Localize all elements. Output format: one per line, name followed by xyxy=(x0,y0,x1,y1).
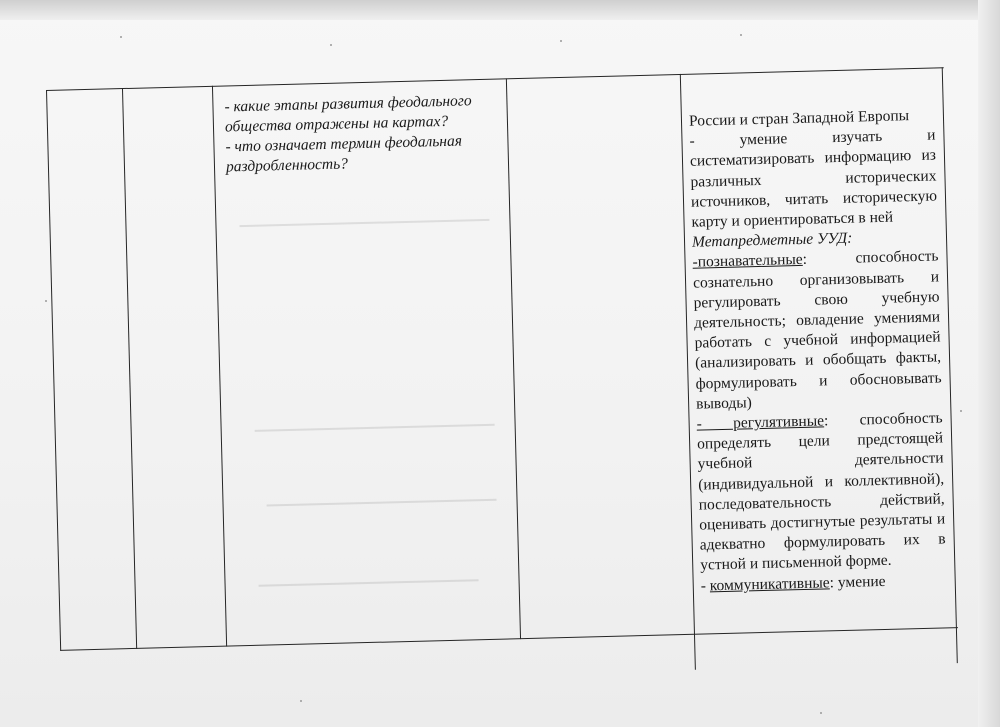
scan-shadow-right xyxy=(978,0,1000,727)
scan-shadow-top xyxy=(0,0,1000,20)
text-paragraph: - умение изучать и систематизировать информацию из различных исторических источников, читать историческую карту и ориентироваться в ней xyxy=(689,126,938,231)
scan-speck xyxy=(330,44,332,46)
scan-speck xyxy=(560,40,562,42)
cognitive-text: : способность сознательно организовывать и регулировать свою учебную деятельность; овладение умениями работать с учебной информацией (анализировать и обобщать факты, формулировать и обосновывать выводы) xyxy=(692,247,942,413)
column-divider xyxy=(46,90,61,651)
questions-cell xyxy=(224,91,498,178)
scan-speck xyxy=(960,410,962,412)
communicative-label: коммуникативные xyxy=(709,574,830,595)
meta-heading: Метапредметные УУД: xyxy=(691,229,853,251)
communicative-text: : умение xyxy=(829,572,886,591)
cognitive-paragraph xyxy=(692,247,942,415)
communicative-prefix: - xyxy=(700,577,707,595)
scan-speck xyxy=(45,300,47,302)
cognitive-label: -познавательные xyxy=(692,251,803,272)
scan-speck xyxy=(120,36,122,38)
column-divider xyxy=(212,86,227,647)
scan-speck xyxy=(820,712,822,714)
competencies-cell xyxy=(689,106,947,597)
regulative-paragraph xyxy=(696,408,946,576)
text-line: России и стран Западной Европы xyxy=(688,107,910,130)
regulative-text: : способность определять цели предстоящей учебной деятельности (индивидуальной и коллективной), последовательность действий, оценивать достигнутые результаты и адекватно формулировать их в устной и письменной форме. xyxy=(696,409,946,575)
scan-speck xyxy=(740,34,742,36)
table-top-border xyxy=(46,67,944,91)
scan-speck xyxy=(300,700,302,702)
question-item: - какие этапы развития феодального общества отражены на картах? xyxy=(224,92,472,136)
column-divider xyxy=(122,88,137,649)
bleed-through xyxy=(267,499,497,507)
bleed-through xyxy=(259,579,479,587)
regulative-label: - регулятивные xyxy=(696,412,825,433)
column-divider xyxy=(506,78,521,639)
bleed-through xyxy=(255,424,495,432)
lesson-table xyxy=(46,67,959,686)
table-bottom-border xyxy=(60,627,958,651)
bleed-through xyxy=(239,219,489,227)
question-item: - что означает термин феодальная раздробленность? xyxy=(225,132,463,176)
